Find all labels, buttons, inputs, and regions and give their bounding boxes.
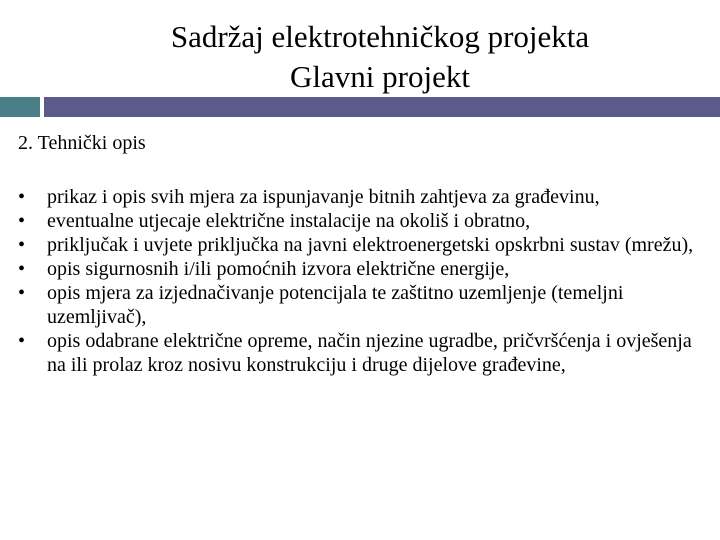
list-item-text: eventualne utjecaje električne instalacije na okoliš i obratno, [47, 210, 531, 232]
bullet-icon: • [18, 282, 26, 304]
list-item-text: opis sigurnosnih i/ili pomoćnih izvora električne energije, [47, 258, 510, 280]
title-divider-bar [44, 97, 720, 117]
list-item [18, 281, 708, 329]
list-item [18, 209, 708, 233]
list-item-text: opis odabrane električne opreme, način njezine ugradbe, pričvršćenja i ovješenja na ili prolaz kroz nosivu konstrukciju i druge dijelove građevine, [47, 330, 692, 376]
list-item-text: prikaz i opis svih mjera za ispunjavanje bitnih zahtjeva za građevinu, [47, 186, 600, 208]
list-item [18, 233, 708, 257]
list-item [18, 185, 708, 209]
bullet-icon: • [18, 210, 26, 232]
title-divider-accent [0, 97, 40, 117]
bullet-icon: • [18, 330, 26, 352]
bullet-icon: • [18, 234, 26, 256]
list-item [18, 329, 708, 377]
list-item [18, 257, 708, 281]
slide-title [40, 17, 720, 97]
bullet-icon: • [18, 186, 26, 208]
list-item-text: opis mjera za izjednačivanje potencijala te zaštitno uzemljenje (temeljni uzemljivač), [47, 282, 624, 328]
bullet-icon: • [18, 258, 26, 280]
list-item-text: priključak i uvjete priključka na javni elektroenergetski opskrbni sustav (mrežu), [47, 234, 694, 256]
slide-title-line-2: Glavni projekt [290, 59, 470, 94]
slide-title-line-1: Sadržaj elektrotehničkog projekta [170, 19, 590, 54]
bullet-list [18, 185, 708, 377]
section-subheading: 2. Tehnički opis [18, 132, 146, 154]
